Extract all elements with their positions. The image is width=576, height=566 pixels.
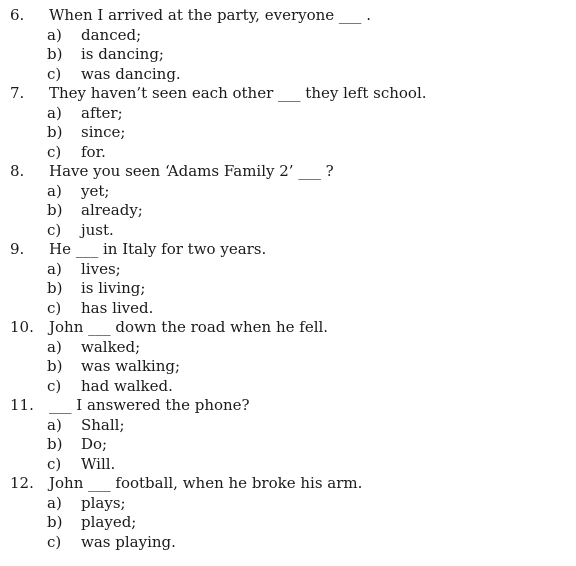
question-text: John ___ down the road when he fell. xyxy=(49,318,329,336)
option-a xyxy=(8,104,568,124)
option-c xyxy=(8,455,568,475)
question-number: 11. xyxy=(10,396,34,414)
option-a xyxy=(8,260,568,280)
option-text: lives; xyxy=(81,259,121,278)
option-c xyxy=(8,533,568,553)
question-text: When I arrived at the party, everyone ___ . xyxy=(49,6,371,24)
option-text: plays; xyxy=(81,493,126,512)
question-text: He ___ in Italy for two years. xyxy=(49,240,267,258)
option-a xyxy=(8,26,568,46)
option-text: has lived. xyxy=(81,298,154,317)
option-a xyxy=(8,338,568,358)
option-c xyxy=(8,221,568,241)
option-text: was dancing. xyxy=(81,64,181,83)
question-10 xyxy=(8,318,568,396)
option-b xyxy=(8,513,568,533)
question-number: 6. xyxy=(10,6,25,24)
option-letter: b) xyxy=(47,279,63,297)
option-letter: c) xyxy=(47,220,62,239)
option-letter: c) xyxy=(47,64,62,83)
option-letter: b) xyxy=(47,513,63,531)
option-b xyxy=(8,45,568,65)
option-text: Do; xyxy=(81,435,108,453)
question-6 xyxy=(8,6,568,84)
option-letter: c) xyxy=(47,454,62,473)
option-b xyxy=(8,279,568,299)
option-a xyxy=(8,182,568,202)
option-b xyxy=(8,435,568,455)
question-7 xyxy=(8,84,568,162)
question-line xyxy=(8,6,568,26)
option-c xyxy=(8,377,568,397)
option-letter: c) xyxy=(47,532,62,551)
option-text: since; xyxy=(81,123,126,141)
option-letter: a) xyxy=(47,103,62,122)
option-text: is living; xyxy=(81,279,146,297)
question-line xyxy=(8,474,568,494)
option-letter: b) xyxy=(47,45,63,63)
question-number: 10. xyxy=(10,318,34,336)
question-line xyxy=(8,240,568,260)
option-b xyxy=(8,201,568,221)
option-text: is dancing; xyxy=(81,45,164,63)
option-letter: c) xyxy=(47,376,62,395)
option-a xyxy=(8,494,568,514)
option-b xyxy=(8,357,568,377)
option-letter: a) xyxy=(47,415,62,434)
question-text: Have you seen ‘Adams Family 2’ ___ ? xyxy=(49,162,334,180)
question-line xyxy=(8,84,568,104)
question-11 xyxy=(8,396,568,474)
option-text: walked; xyxy=(81,337,141,356)
option-letter: b) xyxy=(47,201,63,219)
option-text: for. xyxy=(81,142,106,161)
question-number: 12. xyxy=(10,474,34,492)
question-line xyxy=(8,162,568,182)
question-line xyxy=(8,318,568,338)
option-text: had walked. xyxy=(81,376,173,395)
question-8 xyxy=(8,162,568,240)
option-letter: a) xyxy=(47,25,62,44)
option-letter: b) xyxy=(47,435,63,453)
option-b xyxy=(8,123,568,143)
option-letter: c) xyxy=(47,298,62,317)
question-text: They haven’t seen each other ___ they left school. xyxy=(49,84,427,102)
question-number: 9. xyxy=(10,240,25,258)
option-letter: a) xyxy=(47,259,62,278)
question-9 xyxy=(8,240,568,318)
option-text: was playing. xyxy=(81,532,176,551)
option-text: after; xyxy=(81,103,123,122)
option-a xyxy=(8,416,568,436)
exercise-sheet xyxy=(8,6,568,552)
option-letter: b) xyxy=(47,123,63,141)
option-text: yet; xyxy=(81,181,110,200)
question-number: 7. xyxy=(10,84,25,102)
option-text: just. xyxy=(81,220,114,239)
option-text: was walking; xyxy=(81,357,181,375)
option-text: Shall; xyxy=(81,415,125,434)
option-text: already; xyxy=(81,201,143,219)
option-text: played; xyxy=(81,513,137,531)
option-c xyxy=(8,143,568,163)
option-letter: a) xyxy=(47,337,62,356)
question-12 xyxy=(8,474,568,552)
option-letter: a) xyxy=(47,493,62,512)
question-text: John ___ football, when he broke his arm. xyxy=(49,474,363,492)
question-line xyxy=(8,396,568,416)
option-c xyxy=(8,65,568,85)
question-number: 8. xyxy=(10,162,25,180)
option-text: Will. xyxy=(81,454,116,473)
question-text: ___ I answered the phone? xyxy=(49,396,250,414)
option-text: danced; xyxy=(81,25,142,44)
option-letter: c) xyxy=(47,142,62,161)
option-letter: b) xyxy=(47,357,63,375)
option-c xyxy=(8,299,568,319)
option-letter: a) xyxy=(47,181,62,200)
